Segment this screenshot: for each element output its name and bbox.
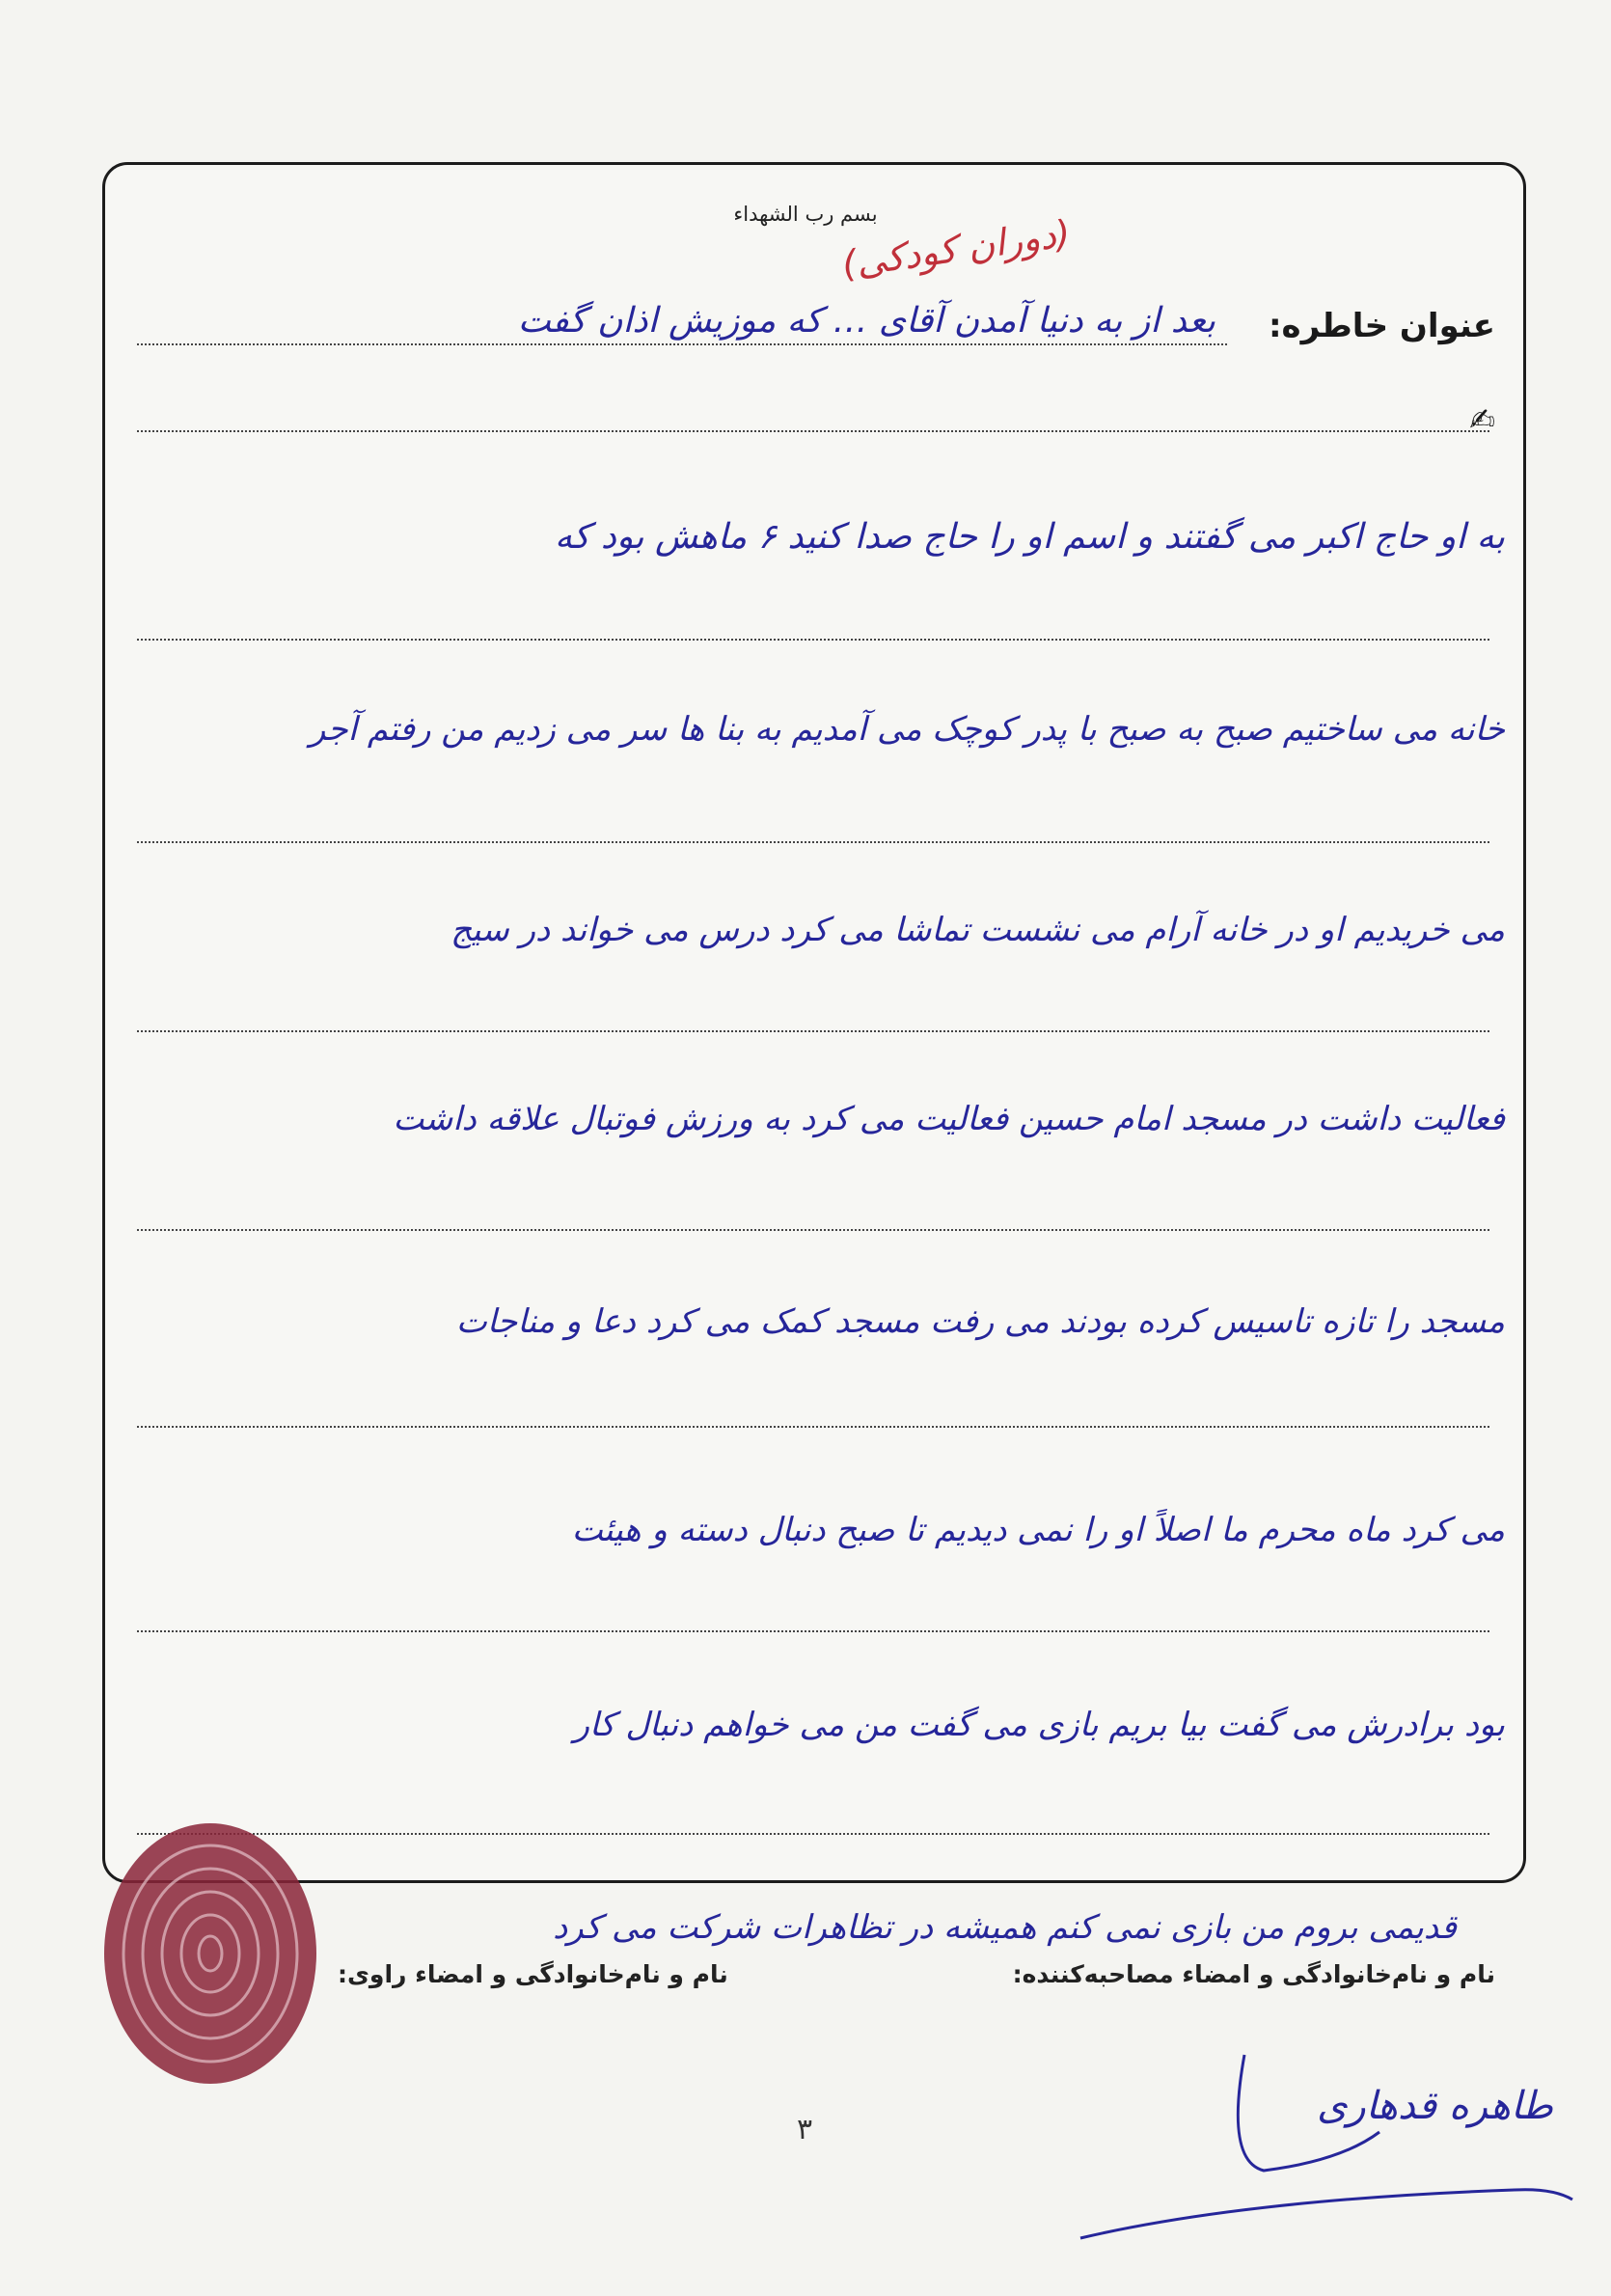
text-line-5: مسجد را تازه تاسیس کرده بودند می رفت مسجد کمک می کرد دعا و مناجات — [455, 1302, 1505, 1341]
ruled-line — [137, 639, 1489, 641]
text-line-3: می خریدیم او در خانه آرام می نشست تماشا می کرد درس می خواند در سیج — [451, 911, 1505, 949]
memory-title-value: بعد از به دنیا آمدن آقای … که موزیش اذان گفت — [517, 301, 1215, 341]
ruled-line — [137, 1833, 1489, 1835]
page-title: بسم رب الشهداء — [733, 203, 878, 226]
text-line-1: به او حاج اکبر می گفتند و اسم او را حاج صدا کنید ۶ ماهش بود که — [555, 517, 1505, 557]
text-line-2: خانه می ساختیم صبح به صبح با پدر کوچک می آمدیم به بنا ها سر می زدیم من رفتم آجر — [309, 710, 1505, 749]
form-frame — [102, 162, 1526, 1883]
text-line-6: می کرد ماه محرم ما اصلاً او را نمی دیدیم تا صبح دنبال دسته و هیئت — [571, 1511, 1505, 1549]
signature — [1051, 2045, 1592, 2277]
pen-icon: ✍ — [1469, 401, 1495, 438]
ruled-line — [137, 1030, 1489, 1032]
ruled-line — [137, 1229, 1489, 1231]
text-line-4: فعالیت داشت در مسجد امام حسین فعالیت می کرد به ورزش فوتبال علاقه داشت — [393, 1100, 1505, 1138]
text-line-7: بود برادرش می گفت بیا بریم بازی می گفت من می خواهم دنبال کار — [573, 1706, 1505, 1744]
ruled-line — [137, 1630, 1489, 1632]
title-rule — [137, 343, 1227, 345]
memory-title-label: عنوان خاطره: — [1268, 307, 1495, 345]
narrator-signature-label: نام و نام‌خانوادگی و امضاء راوی: — [338, 1960, 728, 1988]
page-number: ۳ — [797, 2113, 813, 2146]
signature-name: طاهره قدهاری — [1317, 2084, 1553, 2128]
interviewer-signature-label: نام و نام‌خانوادگی و امضاء مصاحبه‌کننده: — [1012, 1960, 1495, 1988]
ruled-line — [137, 841, 1489, 843]
fingerprint-mark — [95, 1814, 326, 2093]
ruled-line — [137, 430, 1489, 432]
side-note: (دوران کودکی) — [838, 211, 1073, 287]
ruled-line — [137, 1426, 1489, 1428]
signature-stroke — [1051, 2045, 1592, 2277]
text-line-8: قدیمی بروم من بازی نمی کنم همیشه در تظاهرات شرکت می کرد — [553, 1908, 1457, 1947]
